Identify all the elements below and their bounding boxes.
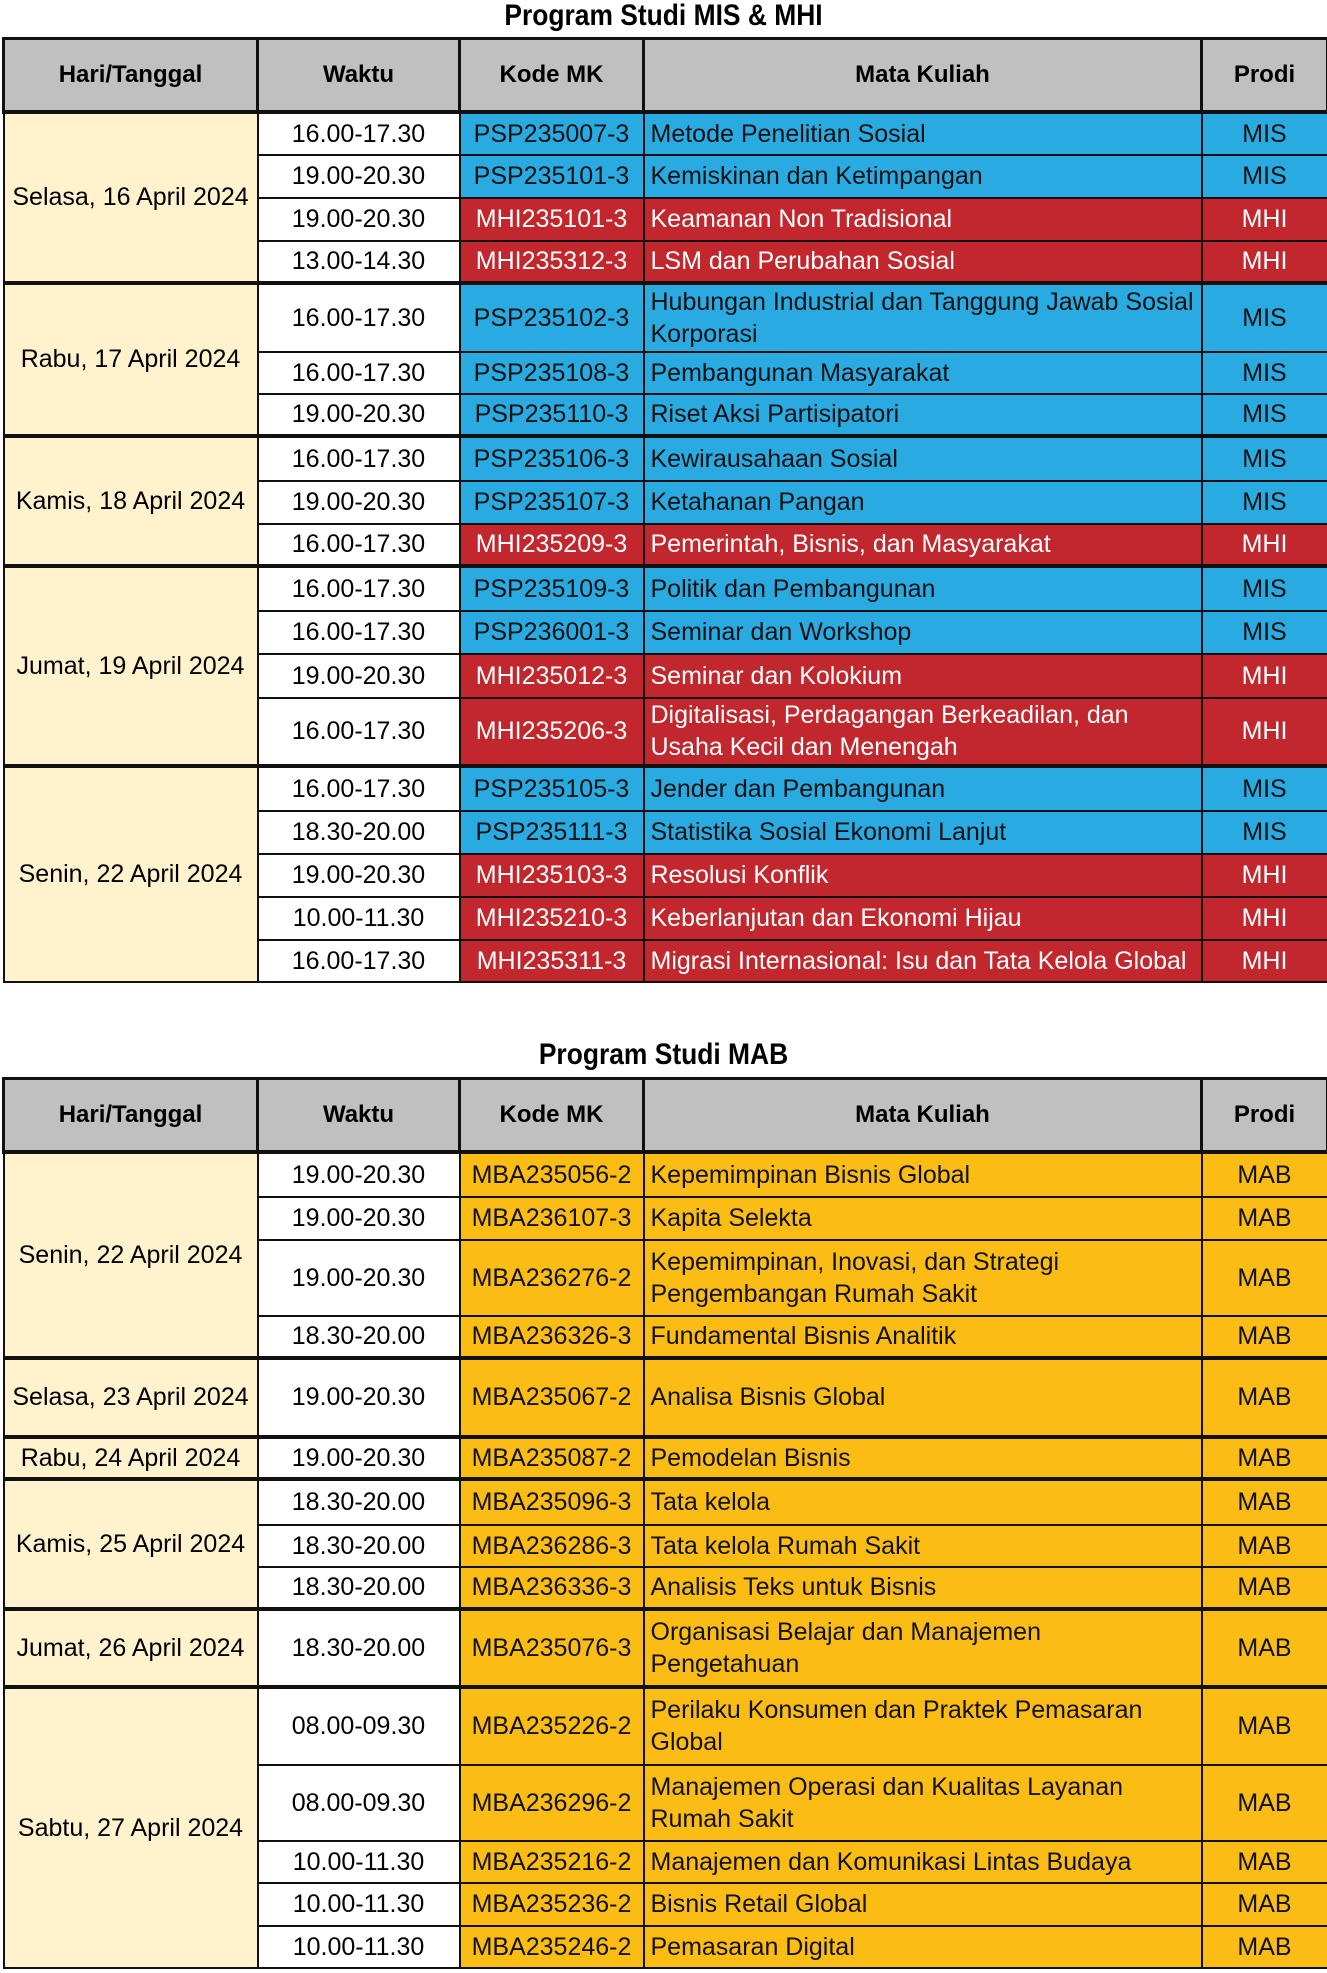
course-code-cell: MHI235210-3 <box>460 897 644 940</box>
header-day: Hari/Tanggal <box>4 39 258 112</box>
day-cell: Rabu, 24 April 2024 <box>4 1437 258 1479</box>
course-name-cell: Ketahanan Pangan <box>644 481 1202 524</box>
time-cell: 16.00-17.30 <box>258 766 460 811</box>
course-name-cell: Bisnis Retail Global <box>644 1883 1202 1926</box>
time-cell: 10.00-11.30 <box>258 897 460 940</box>
time-cell: 19.00-20.30 <box>258 1358 460 1437</box>
prodi-cell: MIS <box>1202 112 1327 155</box>
time-cell: 19.00-20.30 <box>258 155 460 198</box>
course-code-cell: MBA235076-3 <box>460 1609 644 1687</box>
table-row <box>4 766 1327 811</box>
course-name-cell: Pembangunan Masyarakat <box>644 352 1202 394</box>
prodi-cell: MHI <box>1202 698 1327 766</box>
time-cell: 19.00-20.30 <box>258 198 460 241</box>
course-code-cell: MHI235312-3 <box>460 241 644 283</box>
course-name-cell: Keamanan Non Tradisional <box>644 198 1202 241</box>
prodi-cell: MIS <box>1202 394 1327 436</box>
course-code-cell: MHI235206-3 <box>460 698 644 766</box>
time-cell: 19.00-20.30 <box>258 854 460 897</box>
day-cell: Jumat, 19 April 2024 <box>4 566 258 766</box>
header-code: Kode MK <box>460 1079 644 1152</box>
day-cell: Kamis, 25 April 2024 <box>4 1479 258 1609</box>
prodi-cell: MAB <box>1202 1197 1327 1240</box>
prodi-cell: MAB <box>1202 1152 1327 1197</box>
header-course: Mata Kuliah <box>644 1079 1202 1152</box>
time-cell: 19.00-20.30 <box>258 1240 460 1316</box>
time-cell: 18.30-20.00 <box>258 1567 460 1609</box>
course-code-cell: MBA235236-2 <box>460 1883 644 1926</box>
header-time: Waktu <box>258 1079 460 1152</box>
course-name-cell: Analisa Bisnis Global <box>644 1358 1202 1437</box>
course-code-cell: MBA235226-2 <box>460 1687 644 1765</box>
schedule-table-mab <box>2 1077 1327 1969</box>
table-row <box>4 566 1327 611</box>
prodi-cell: MAB <box>1202 1609 1327 1687</box>
table-row <box>4 436 1327 481</box>
time-cell: 13.00-14.30 <box>258 241 460 283</box>
course-name-cell: Resolusi Konflik <box>644 854 1202 897</box>
course-name-cell: Tata kelola Rumah Sakit <box>644 1525 1202 1567</box>
course-name-cell: Fundamental Bisnis Analitik <box>644 1316 1202 1358</box>
time-cell: 18.30-20.00 <box>258 1525 460 1567</box>
prodi-cell: MAB <box>1202 1437 1327 1479</box>
course-code-cell: PSP235107-3 <box>460 481 644 524</box>
day-cell: Rabu, 17 April 2024 <box>4 283 258 436</box>
time-cell: 10.00-11.30 <box>258 1883 460 1926</box>
course-name-cell: Seminar dan Kolokium <box>644 654 1202 698</box>
time-cell: 16.00-17.30 <box>258 352 460 394</box>
course-code-cell: MBA235096-3 <box>460 1479 644 1525</box>
prodi-cell: MAB <box>1202 1883 1327 1926</box>
time-cell: 16.00-17.30 <box>258 940 460 982</box>
prodi-cell: MAB <box>1202 1358 1327 1437</box>
time-cell: 16.00-17.30 <box>258 112 460 155</box>
prodi-cell: MHI <box>1202 940 1327 982</box>
course-code-cell: MHI235209-3 <box>460 524 644 566</box>
course-name-cell: Riset Aksi Partisipatori <box>644 394 1202 436</box>
prodi-cell: MIS <box>1202 566 1327 611</box>
day-cell: Senin, 22 April 2024 <box>4 1152 258 1358</box>
table-row <box>4 1687 1327 1765</box>
table-header-row <box>4 1079 1327 1152</box>
table-row <box>4 1479 1327 1525</box>
prodi-cell: MHI <box>1202 524 1327 566</box>
table-row <box>4 1358 1327 1437</box>
schedule-table-mis-mhi <box>2 37 1327 983</box>
course-code-cell: MHI235101-3 <box>460 198 644 241</box>
course-code-cell: MBA236326-3 <box>460 1316 644 1358</box>
course-name-cell: LSM dan Perubahan Sosial <box>644 241 1202 283</box>
prodi-cell: MAB <box>1202 1926 1327 1968</box>
time-cell: 18.30-20.00 <box>258 1479 460 1525</box>
prodi-cell: MAB <box>1202 1841 1327 1883</box>
prodi-cell: MAB <box>1202 1765 1327 1841</box>
course-name-cell: Digitalisasi, Perdagangan Berkeadilan, dan Usaha Kecil dan Menengah <box>644 698 1202 766</box>
course-name-cell: Kepemimpinan Bisnis Global <box>644 1152 1202 1197</box>
course-code-cell: MHI235311-3 <box>460 940 644 982</box>
day-cell: Kamis, 18 April 2024 <box>4 436 258 566</box>
table-body <box>4 112 1327 982</box>
table-row <box>4 1609 1327 1687</box>
course-name-cell: Statistika Sosial Ekonomi Lanjut <box>644 811 1202 854</box>
course-code-cell: PSP235105-3 <box>460 766 644 811</box>
course-code-cell: MBA235216-2 <box>460 1841 644 1883</box>
table-header-row <box>4 39 1327 112</box>
course-name-cell: Migrasi Internasional: Isu dan Tata Kelola Global <box>644 940 1202 982</box>
course-code-cell: MBA235246-2 <box>460 1926 644 1968</box>
course-name-cell: Kepemimpinan, Inovasi, dan Strategi Pengembangan Rumah Sakit <box>644 1240 1202 1316</box>
course-name-cell: Pemodelan Bisnis <box>644 1437 1202 1479</box>
day-cell: Selasa, 16 April 2024 <box>4 112 258 283</box>
table-body <box>4 1152 1327 1968</box>
header-time: Waktu <box>258 39 460 112</box>
time-cell: 19.00-20.30 <box>258 1437 460 1479</box>
course-code-cell: MBA235067-2 <box>460 1358 644 1437</box>
course-code-cell: PSP236001-3 <box>460 611 644 654</box>
course-name-cell: Metode Penelitian Sosial <box>644 112 1202 155</box>
course-code-cell: PSP235111-3 <box>460 811 644 854</box>
prodi-cell: MAB <box>1202 1316 1327 1358</box>
table-row <box>4 112 1327 155</box>
prodi-cell: MIS <box>1202 155 1327 198</box>
course-code-cell: MBA236336-3 <box>460 1567 644 1609</box>
section-title-mis-mhi: Program Studi MIS & MHI <box>504 0 823 32</box>
day-cell: Selasa, 23 April 2024 <box>4 1358 258 1437</box>
course-name-cell: Analisis Teks untuk Bisnis <box>644 1567 1202 1609</box>
course-code-cell: MHI235103-3 <box>460 854 644 897</box>
course-code-cell: PSP235110-3 <box>460 394 644 436</box>
course-code-cell: MBA236296-2 <box>460 1765 644 1841</box>
header-day: Hari/Tanggal <box>4 1079 258 1152</box>
course-code-cell: PSP235007-3 <box>460 112 644 155</box>
course-name-cell: Pemerintah, Bisnis, dan Masyarakat <box>644 524 1202 566</box>
course-code-cell: MBA235056-2 <box>460 1152 644 1197</box>
course-code-cell: PSP235109-3 <box>460 566 644 611</box>
course-name-cell: Hubungan Industrial dan Tanggung Jawab Sosial Korporasi <box>644 283 1202 352</box>
time-cell: 08.00-09.30 <box>258 1687 460 1765</box>
course-name-cell: Kemiskinan dan Ketimpangan <box>644 155 1202 198</box>
time-cell: 16.00-17.30 <box>258 436 460 481</box>
day-cell: Senin, 22 April 2024 <box>4 766 258 982</box>
prodi-cell: MAB <box>1202 1240 1327 1316</box>
time-cell: 19.00-20.30 <box>258 1197 460 1240</box>
time-cell: 19.00-20.30 <box>258 1152 460 1197</box>
course-name-cell: Jender dan Pembangunan <box>644 766 1202 811</box>
table-row <box>4 1152 1327 1197</box>
time-cell: 16.00-17.30 <box>258 566 460 611</box>
course-name-cell: Pemasaran Digital <box>644 1926 1202 1968</box>
prodi-cell: MAB <box>1202 1479 1327 1525</box>
course-name-cell: Manajemen dan Komunikasi Lintas Budaya <box>644 1841 1202 1883</box>
prodi-cell: MIS <box>1202 611 1327 654</box>
day-cell: Sabtu, 27 April 2024 <box>4 1687 258 1968</box>
prodi-cell: MIS <box>1202 481 1327 524</box>
time-cell: 19.00-20.30 <box>258 654 460 698</box>
table-row <box>4 283 1327 352</box>
prodi-cell: MHI <box>1202 654 1327 698</box>
course-code-cell: MBA236107-3 <box>460 1197 644 1240</box>
section-title-mab: Program Studi MAB <box>538 1038 789 1071</box>
course-code-cell: PSP235101-3 <box>460 155 644 198</box>
course-code-cell: MBA236286-3 <box>460 1525 644 1567</box>
course-name-cell: Seminar dan Workshop <box>644 611 1202 654</box>
course-name-cell: Manajemen Operasi dan Kualitas Layanan Rumah Sakit <box>644 1765 1202 1841</box>
course-code-cell: MBA236276-2 <box>460 1240 644 1316</box>
time-cell: 16.00-17.30 <box>258 611 460 654</box>
prodi-cell: MHI <box>1202 854 1327 897</box>
time-cell: 18.30-20.00 <box>258 811 460 854</box>
course-code-cell: MBA235087-2 <box>460 1437 644 1479</box>
course-code-cell: PSP235108-3 <box>460 352 644 394</box>
course-name-cell: Kewirausahaan Sosial <box>644 436 1202 481</box>
course-name-cell: Kapita Selekta <box>644 1197 1202 1240</box>
prodi-cell: MIS <box>1202 766 1327 811</box>
time-cell: 16.00-17.30 <box>258 698 460 766</box>
time-cell: 19.00-20.30 <box>258 394 460 436</box>
time-cell: 16.00-17.30 <box>258 283 460 352</box>
prodi-cell: MIS <box>1202 436 1327 481</box>
header-course: Mata Kuliah <box>644 39 1202 112</box>
header-prodi: Prodi <box>1202 39 1327 112</box>
course-code-cell: PSP235102-3 <box>460 283 644 352</box>
table-row <box>4 1437 1327 1479</box>
time-cell: 08.00-09.30 <box>258 1765 460 1841</box>
course-name-cell: Politik dan Pembangunan <box>644 566 1202 611</box>
prodi-cell: MAB <box>1202 1687 1327 1765</box>
course-code-cell: PSP235106-3 <box>460 436 644 481</box>
prodi-cell: MHI <box>1202 198 1327 241</box>
header-prodi: Prodi <box>1202 1079 1327 1152</box>
prodi-cell: MIS <box>1202 811 1327 854</box>
prodi-cell: MAB <box>1202 1525 1327 1567</box>
time-cell: 10.00-11.30 <box>258 1841 460 1883</box>
prodi-cell: MHI <box>1202 241 1327 283</box>
header-code: Kode MK <box>460 39 644 112</box>
course-name-cell: Tata kelola <box>644 1479 1202 1525</box>
course-name-cell: Perilaku Konsumen dan Praktek Pemasaran Global <box>644 1687 1202 1765</box>
time-cell: 16.00-17.30 <box>258 524 460 566</box>
prodi-cell: MHI <box>1202 897 1327 940</box>
time-cell: 18.30-20.00 <box>258 1609 460 1687</box>
time-cell: 19.00-20.30 <box>258 481 460 524</box>
course-name-cell: Keberlanjutan dan Ekonomi Hijau <box>644 897 1202 940</box>
time-cell: 18.30-20.00 <box>258 1316 460 1358</box>
prodi-cell: MAB <box>1202 1567 1327 1609</box>
course-code-cell: MHI235012-3 <box>460 654 644 698</box>
time-cell: 10.00-11.30 <box>258 1926 460 1968</box>
prodi-cell: MIS <box>1202 352 1327 394</box>
prodi-cell: MIS <box>1202 283 1327 352</box>
day-cell: Jumat, 26 April 2024 <box>4 1609 258 1687</box>
course-name-cell: Organisasi Belajar dan Manajemen Pengetahuan <box>644 1609 1202 1687</box>
